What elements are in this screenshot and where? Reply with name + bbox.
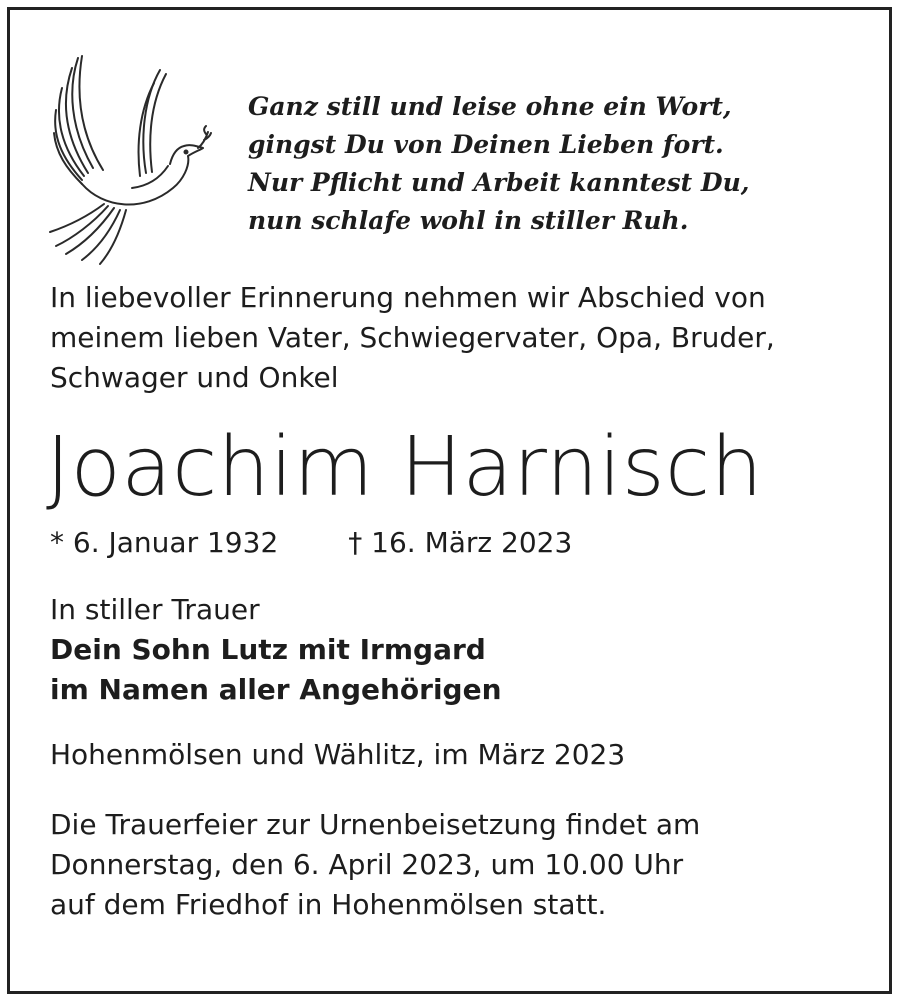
intro-line: meinem lieben Vater, Schwiegervater, Opa, Bruder, (50, 321, 775, 354)
service-line: Die Trauerfeier zur Urnenbeisetzung findet am (50, 808, 701, 841)
poem-line: Nur Pflicht und Arbeit kanntest Du, (248, 168, 750, 197)
poem-line: Ganz still und leise ohne ein Wort, (248, 92, 732, 121)
service-line: Donnerstag, den 6. April 2023, um 10.00 Uhr (50, 848, 684, 881)
service-info (50, 805, 700, 925)
intro-line: In liebevoller Erinnerung nehmen wir Abschied von (50, 281, 766, 314)
birth-date: * 6. Januar 1932 (50, 526, 279, 559)
death-date: † 16. März 2023 (348, 526, 573, 559)
deceased-name: Joachim Harnisch (46, 420, 764, 515)
poem (248, 88, 749, 240)
life-dates (50, 523, 572, 563)
mourners-intro: In stiller Trauer (50, 593, 260, 626)
place-date: Hohenmölsen und Wählitz, im März 2023 (50, 738, 626, 771)
intro-line: Schwager und Onkel (50, 361, 339, 394)
mourners-relatives: im Namen aller Angehörigen (50, 673, 502, 706)
mourners (50, 590, 502, 710)
poem-line: gingst Du von Deinen Lieben fort. (248, 130, 724, 159)
dove-icon (48, 48, 213, 268)
service-line: auf dem Friedhof in Hohenmölsen statt. (50, 888, 607, 921)
mourners-family: Dein Sohn Lutz mit Irmgard (50, 633, 486, 666)
intro-text (50, 278, 775, 398)
poem-line: nun schlafe wohl in stiller Ruh. (248, 206, 689, 235)
